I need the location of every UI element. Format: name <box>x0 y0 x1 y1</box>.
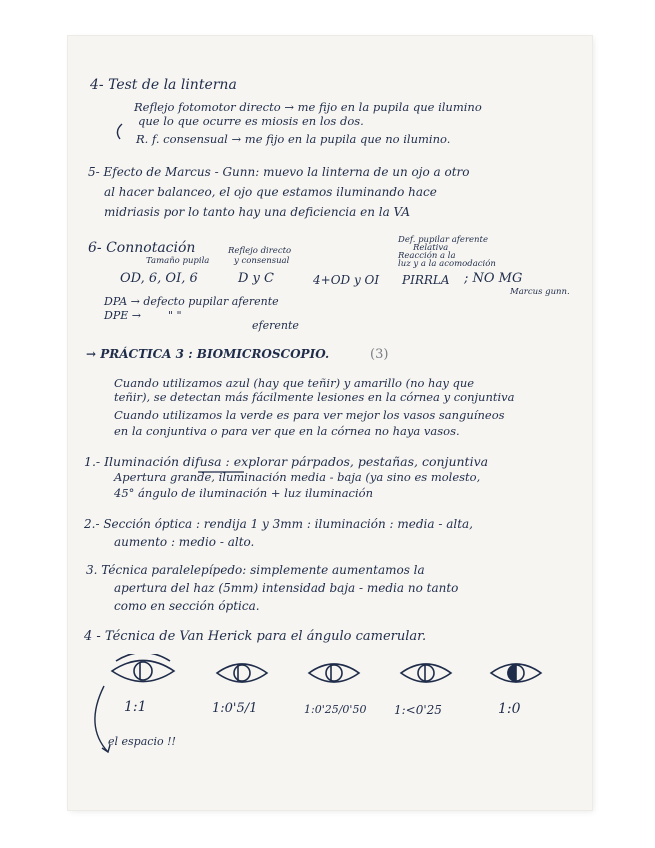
item-4-line-1: 4 - Técnica de Van Herick para el ángulo camerular. <box>84 629 427 644</box>
s5-line-2: al hacer balanceo, el ojo que estamos iluminando hace <box>104 185 437 199</box>
s6-def-label-1: Def. pupilar aferente <box>398 235 488 245</box>
eye-drawing-1-icon <box>108 654 178 688</box>
p3-para-2: teñir), se detectan más fácilmente lesiones en la córnea y conjuntiva <box>114 390 515 404</box>
s5-line-3: midriasis por lo tanto hay una deficiencia en la VA <box>104 205 411 219</box>
ratio-label-1: 1:1 <box>124 699 147 715</box>
eye-drawing-3-icon <box>306 658 362 688</box>
item-2-line-1: 2.- Sección óptica : rendija 1 y 3mm : iluminación : media - alta, <box>84 517 473 531</box>
ratio-label-5: 1:0 <box>498 701 521 717</box>
p3-para-1: Cuando utilizamos azul (hay que teñir) y amarillo (no hay que <box>114 376 475 390</box>
dpa-line: DPA → defecto pupilar aferente <box>104 295 279 308</box>
item-1-line-3: 45° ángulo de iluminación + luz iluminación <box>114 486 374 500</box>
item-2-line-2: aumento : medio - alto. <box>114 535 255 549</box>
p3-para-3: Cuando utilizamos la verde es para ver mejor los vasos sanguíneos <box>114 408 505 422</box>
practica-3-number: (3) <box>370 347 389 362</box>
ratio-label-2: 1:0'5/1 <box>212 701 258 716</box>
s4-title: 4- Test de la linterna <box>90 77 237 93</box>
s6-values-nomg: ; NO MG <box>464 271 523 286</box>
ratio-label-4: 1:<0'25 <box>394 703 442 717</box>
practica-3-title: → PRÁCTICA 3 : BIOMICROSCOPIO. <box>86 347 330 361</box>
s6-marcus-gunn: Marcus gunn. <box>510 287 570 297</box>
s6-values-pirrla: PIRRLA <box>402 273 450 287</box>
dpe-eferente: eferente <box>252 319 299 332</box>
s4-reflejo-directo-cont: que lo que ocurre es miosis en los dos. <box>138 114 364 128</box>
s6-values-od-oi: OD, 6, OI, 6 <box>120 271 198 286</box>
dpe-line: DPE → <box>104 309 141 322</box>
s4-reflejo-directo: Reflejo fotomotor directo → me fijo en la pupila que ilumino <box>134 100 482 114</box>
footnote-espacio: el espacio !! <box>108 735 176 748</box>
eye-drawing-2-icon <box>214 658 270 688</box>
eye-drawing-4-icon <box>398 658 454 688</box>
s6-def-label-3: Reacción a la <box>398 251 456 261</box>
dpe-ditto: " " <box>168 309 182 322</box>
item-3-line-1: 3. Técnica paralelepípedo: simplemente aumentamos la <box>86 563 425 577</box>
item-3-line-2: apertura del haz (5mm) intensidad baja - media no tanto <box>114 581 459 595</box>
s6-def-label-2: Relativa <box>413 243 449 253</box>
eye-drawing-5-icon <box>488 658 544 688</box>
item-1-line-2: Apertura grande, iluminación media - baja (ya sino es molesto, <box>114 470 481 484</box>
s5-line-1: 5- Efecto de Marcus - Gunn: muevo la linterna de un ojo a otro <box>88 165 470 179</box>
p3-para-4: en la conjuntiva o para ver que en la córnea no haya vasos. <box>114 424 460 438</box>
item-3-line-3: como en sección óptica. <box>114 599 260 613</box>
ratio-label-3: 1:0'25/0'50 <box>304 703 367 716</box>
s6-reflejo-label-2: y consensual <box>234 256 290 266</box>
s4-reflejo-consensual: R. f. consensual → me fijo en la pupila que no ilumino. <box>136 132 451 146</box>
s6-values-dc: D y C <box>238 271 274 286</box>
item-1-line-1: 1.- Iluminación difusa : explorar párpados, pestañas, conjuntiva <box>84 454 489 469</box>
s6-def-label-4: luz y a la acomodación <box>398 259 496 269</box>
s6-title: 6- Connotación <box>88 240 196 256</box>
s6-values-4: 4+OD y OI <box>313 273 380 287</box>
s6-tamano-label: Tamaño pupila <box>146 256 210 266</box>
handwritten-strokes <box>68 36 592 810</box>
s6-reflejo-label: Reflejo directo <box>228 246 292 256</box>
notebook-page <box>68 36 592 810</box>
